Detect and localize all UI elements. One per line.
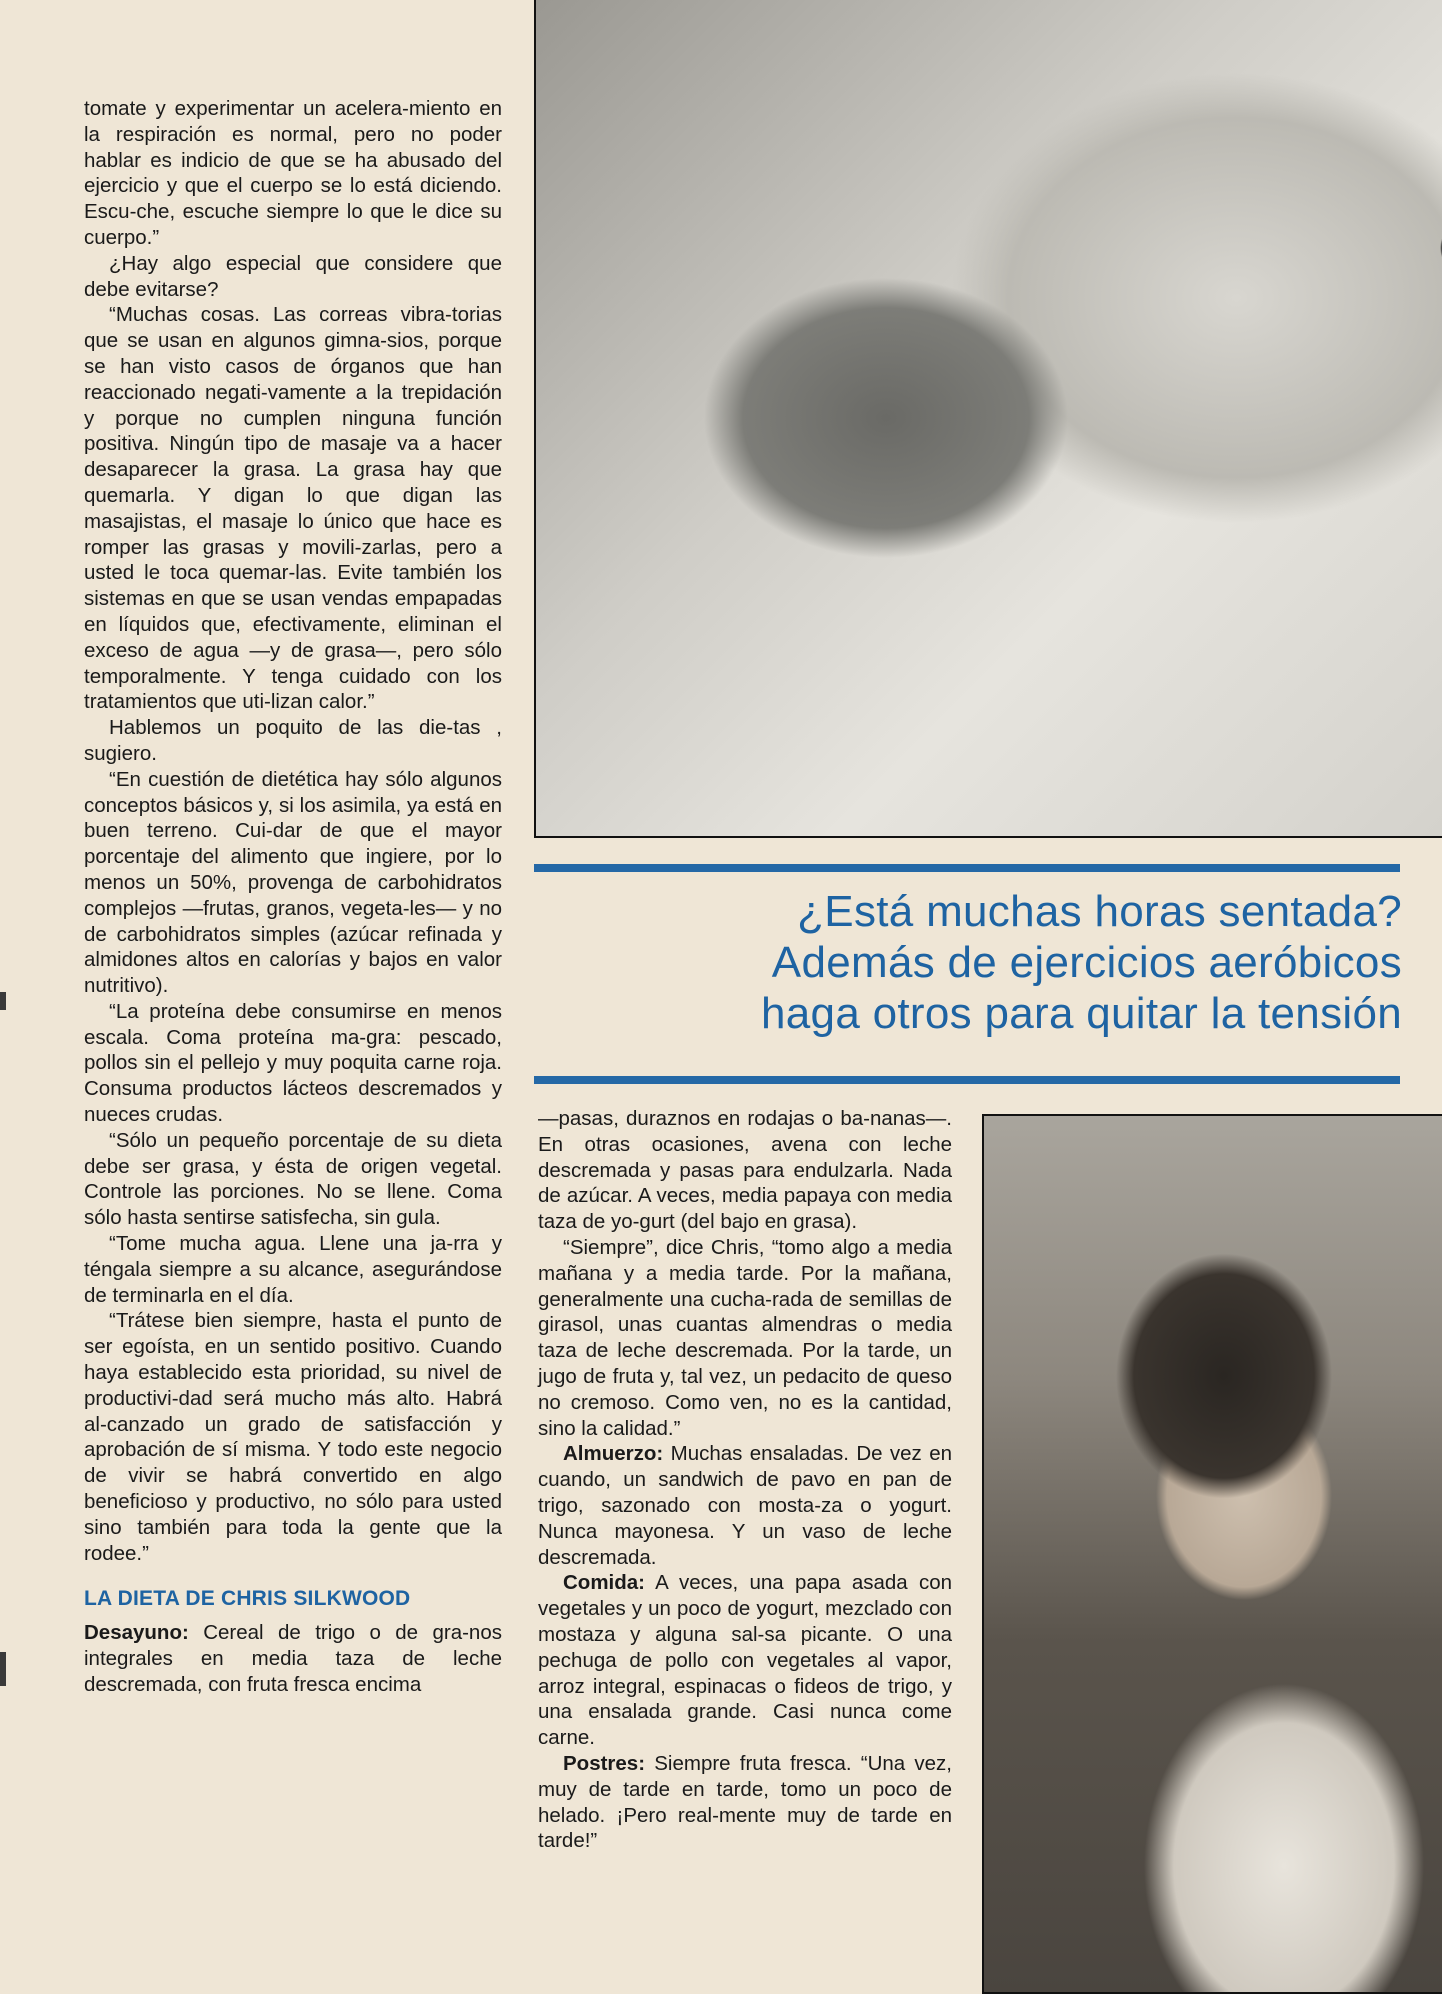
diet-text: Siempre fruta fresca. “Una vez, muy de tarde en tarde, tomo un poco de helado. ¡Pero real-mente muy de tarde en tarde!” [538, 1751, 952, 1853]
diet-text: A veces, una papa asada con vegetales y un poco de yogurt, mezclado con mostaza y alguna sal-sa picante. O una pechuga de pollo con vegetales al vapor, arroz integral, espinacas o fideos de trigo, y una ensalada grande. Casi nunca come carne. [538, 1571, 952, 1750]
article-paragraph: “La proteína debe consumirse en menos escala. Coma proteína ma-gra: pescado, pollos sin el pellejo y muy poquita carne roja. Consuma productos lácteos descremados y nueces crudas. [84, 999, 502, 1127]
page-edge-mark [0, 992, 6, 1010]
diet-dinner [538, 1570, 952, 1751]
diet-lunch [538, 1441, 952, 1570]
article-column-left [84, 96, 502, 1698]
diet-breakfast [84, 1620, 502, 1697]
headline-rule-bottom [534, 1076, 1400, 1084]
diet-label: Postres: [563, 1751, 646, 1775]
pull-quote-headline [540, 886, 1402, 1039]
diet-label: Desayuno: [84, 1621, 189, 1645]
photo-woman-lying-in-foam [534, 0, 1442, 838]
diet-text: Cereal de trigo o de gra-nos integrales en media taza de leche descremada, con fruta fresca encima [84, 1621, 502, 1696]
diet-label: Almuerzo: [563, 1442, 664, 1466]
headline-line-3: haga otros para quitar la tensión [761, 989, 1402, 1038]
article-paragraph: “Muchas cosas. Las correas vibra-torias que se usan en algunos gimna-sios, porque se han visto casos de órganos que han reaccionado negati-vamente a la trepidación y porque no cumplen ninguna función positiva. Ningún tipo de masaje va a hacer desaparecer la grasa. La grasa hay que quemarla. Y digan lo que digan las masajistas, el masaje lo único que hace es romper las grasas y movili-zarlas, pero a usted le toca quemar-las. Evite también los sistemas en que se usan vendas empapadas en líquidos que, efectivamente, eliminan el exceso de agua —y de grasa—, pero sólo temporalmente. Y tenga cuidado con los tratamientos que uti-lizan calor.” [84, 303, 502, 714]
headline-rule-top [534, 864, 1400, 872]
diet-text: Muchas ensaladas. De vez en cuando, un sandwich de pavo en pan de trigo, sazonado con mosta-za o yogurt. Nunca mayonesa. Y un vaso de leche descremada. [538, 1442, 952, 1569]
diet-desserts [538, 1751, 952, 1854]
article-paragraph: —pasas, duraznos en rodajas o ba-nanas—. En otras ocasiones, avena con leche descremada y pasas para endulzarla. Nada de azúcar. A veces, media papaya con media taza de yo-gurt (del bajo en grasa). [538, 1107, 952, 1234]
article-paragraph: tomate y experimentar un acelera-miento en la respiración es normal, pero no poder hablar es indicio de que se ha abusado del ejercicio y que el cuerpo se lo está diciendo. Escu-che, escuche siempre lo que le dice su cuerpo.” [84, 97, 502, 249]
article-paragraph: “Tome mucha agua. Llene una ja-rra y téngala siempre a su alcance, asegurándose de terminarla en el día. [84, 1232, 502, 1307]
photo-woman-on-telephone [982, 1114, 1442, 1994]
article-column-middle [538, 1106, 952, 1854]
article-paragraph: “Siempre”, dice Chris, “tomo algo a media mañana y a media tarde. Por la mañana, generalmente una cucha-rada de semillas de girasol, unas cuantas almendras o media taza de leche descremada. Por la tarde, un jugo de fruta y, tal vez, un pedacito de queso no cremoso. Como ven, no es la cantidad, sino la calidad.” [538, 1235, 952, 1440]
article-paragraph: “En cuestión de dietética hay sólo algunos conceptos básicos y, si los asimila, ya está en buen terreno. Cui-dar de que el mayor porcentaje del alimento que ingiere, por lo menos un 50%, provenga de carbohidratos complejos —frutas, granos, vegeta-les— y no de carbohidratos simples (azúcar refinada y almidones altos en calorías y bajos en valor nutritivo). [84, 767, 502, 998]
article-paragraph: “Sólo un pequeño porcentaje de su dieta debe ser grasa, y ésta de origen vegetal. Controle las porciones. No se llene. Coma sólo hasta sentirse satisfecha, sin gula. [84, 1128, 502, 1230]
diet-label: Comida: [563, 1571, 645, 1595]
headline-line-2: Además de ejercicios aeróbicos [771, 938, 1402, 987]
article-paragraph: ¿Hay algo especial que considere que debe evitarse? [84, 251, 502, 301]
headline-line-1: ¿Está muchas horas sentada? [797, 887, 1402, 936]
article-paragraph: Hablemos un poquito de las die-tas , sugiero. [84, 716, 502, 765]
section-subhead: LA DIETA DE CHRIS SILKWOOD [84, 1587, 411, 1611]
article-paragraph: “Trátese bien siempre, hasta el punto de ser egoísta, en un sentido positivo. Cuando haya establecido esta prioridad, su nivel de productivi-dad será mucho más alto. Habrá al-canzado un grado de satisfacción y aprobación de sí misma. Y todo este negocio de vivir se habrá convertido en algo beneficioso y productivo, no sólo para usted sino también para toda la gente que la rodee.” [84, 1309, 502, 1565]
page-edge-mark [0, 1652, 6, 1686]
